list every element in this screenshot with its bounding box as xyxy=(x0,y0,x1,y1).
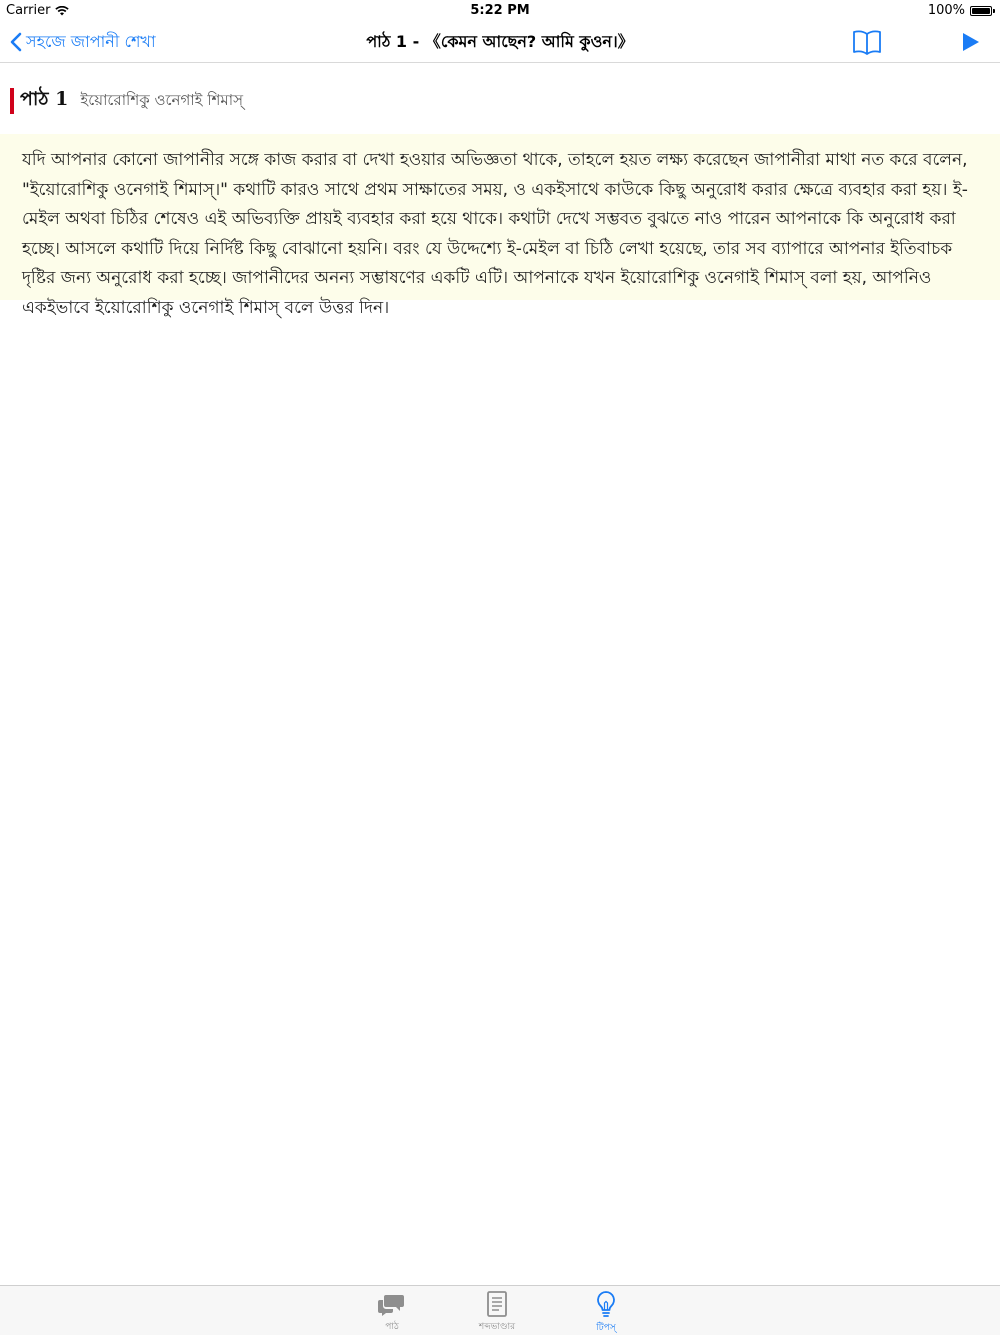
tab-vocabulary-label: শব্দভাণ্ডার xyxy=(478,1322,516,1332)
document-icon xyxy=(486,1291,508,1317)
open-book-icon xyxy=(852,28,882,56)
back-button[interactable] xyxy=(10,22,156,62)
tab-bar xyxy=(0,1285,1000,1335)
lesson-header xyxy=(10,88,243,114)
battery-group xyxy=(928,3,992,18)
play-button[interactable] xyxy=(958,31,982,53)
page-title: পাঠ 1 - 《কেমন আছেন? আমি কুওন।》 xyxy=(366,32,634,51)
status-time: 5:22 PM xyxy=(470,3,530,18)
play-icon xyxy=(958,31,982,53)
lesson-subtitle: ইয়োরোশিকু ওনেগাই শিমাস্ xyxy=(80,90,244,109)
tab-tips-label: টিপস্ xyxy=(596,1323,616,1333)
lesson-accent-bar xyxy=(10,88,14,114)
chat-bubbles-icon xyxy=(378,1292,406,1316)
battery-percent: 100% xyxy=(927,3,965,18)
tab-vocabulary[interactable] xyxy=(462,1290,532,1334)
tab-lesson[interactable] xyxy=(357,1290,427,1334)
carrier-label: Carrier xyxy=(6,3,51,18)
book-button[interactable] xyxy=(852,28,882,56)
lightbulb-icon xyxy=(595,1290,617,1318)
back-button-label: সহজে জাপানী শেখা xyxy=(26,31,156,51)
navigation-bar xyxy=(0,22,1000,63)
battery-icon xyxy=(970,6,992,16)
tip-text: যদি আপনার কোনো জাপানীর সঙ্গে কাজ করার বা দেখা হওয়ার অভিজ্ঞতা থাকে, তাহলে হয়ত লক্ষ্য করেছেন জাপানীরা মাথা নত করে বলেন, "ইয়োরোশিকু ওনেগাই শিমাস্।" কথাটি কারও সাথে প্রথম সাক্ষাতের সময়, ও একইসাথে কাউকে কিছু অনুরোধ করার ক্ষেত্রে ব্যবহার করা হয়। ই-মেইল অথবা চিঠির শেষেও এই অভিব্যক্তি প্রায়ই ব্যবহার করা হয়ে থাকে। কথাটা দেখে সম্ভবত বুঝতে নাও পারেন আপনাকে কি অনুরোধ করা হচ্ছে। আসলে কথাটি দিয়ে নির্দিষ্ট কিছু বোঝানো হয়নি। বরং যে উদ্দেশ্যে ই-মেইল বা চিঠি লেখা হয়েছে, তার সব ব্যাপারে আপনার ইতিবাচক দৃষ্টির জন্য অনুরোধ করা হচ্ছে। জাপানীদের অনন্য সম্ভাষণের একটি এটি। আপনাকে যখন ইয়োরোশিকু ওনেগাই শিমাস্ বলা হয়, আপনিও একইভাবে ইয়োরোশিকু ওনেগাই শিমাস্ বলে উত্তর দিন। xyxy=(22,150,968,318)
chevron-left-icon xyxy=(10,32,22,52)
status-bar xyxy=(0,0,1000,22)
tip-box xyxy=(0,134,1000,318)
tab-tips[interactable] xyxy=(571,1290,641,1334)
lesson-number: পাঠ 1 xyxy=(20,88,69,110)
tab-lesson-label: পাঠ xyxy=(385,1322,399,1332)
